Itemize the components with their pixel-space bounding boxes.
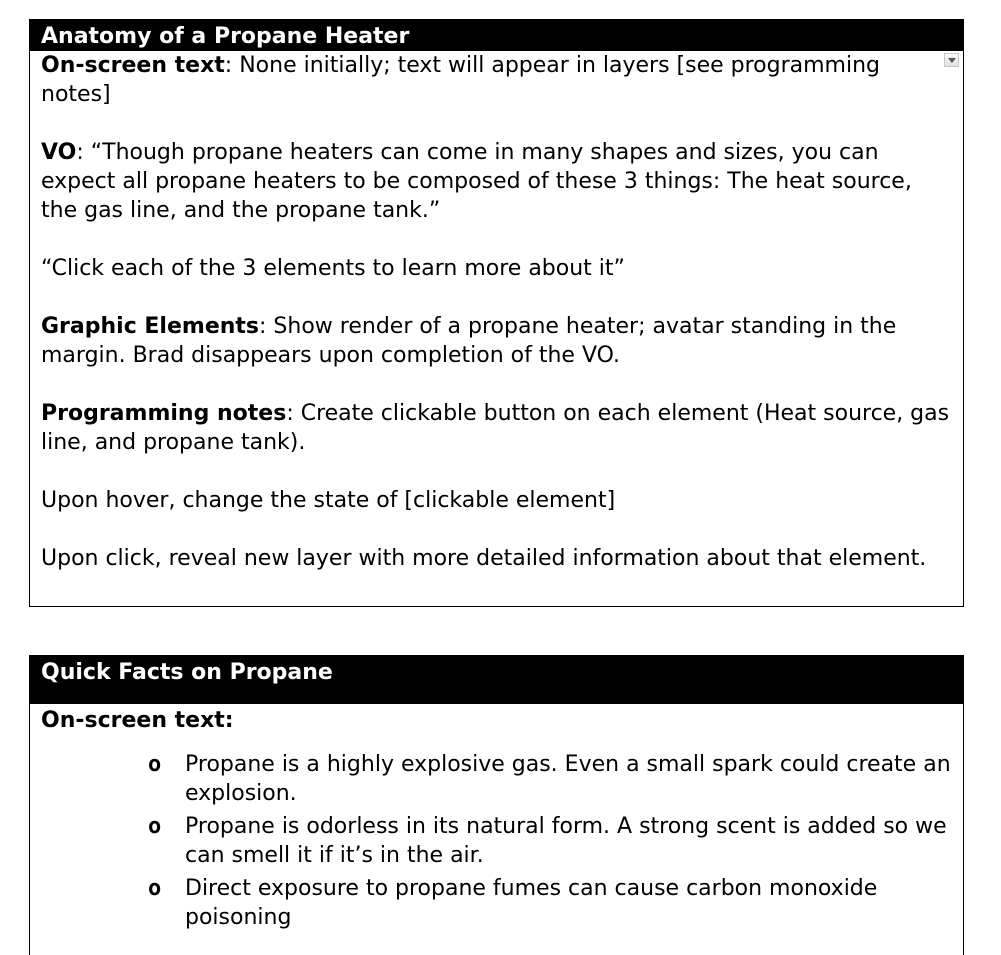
click-note-paragraph: Upon click, reveal new layer with more detailed information about that element. xyxy=(41,546,927,571)
quick-facts-section xyxy=(29,655,964,955)
vo-quote-paragraph: “Click each of the 3 elements to learn more about it” xyxy=(41,256,625,281)
graphic-elements-paragraph xyxy=(41,312,953,370)
fact-text: Direct exposure to propane fumes can cause carbon monoxide poisoning xyxy=(185,876,878,930)
section-title: Quick Facts on Propane xyxy=(30,656,963,704)
onscreen-text-paragraph xyxy=(41,51,953,109)
section-title: Anatomy of a Propane Heater xyxy=(30,20,963,51)
vo-label: VO xyxy=(41,140,77,165)
graphic-elements-label: Graphic Elements xyxy=(41,314,260,339)
bullet-icon: o xyxy=(148,814,162,839)
dropdown-arrow-icon[interactable] xyxy=(944,53,959,67)
bullet-icon: o xyxy=(148,752,162,777)
facts-list xyxy=(41,750,953,932)
section-content xyxy=(30,704,963,932)
graphic-elements-body: : Show render of a propane heater; avatar standing in the margin. Brad disappears upon completion of the VO. xyxy=(41,314,897,368)
onscreen-text-label: On-screen text xyxy=(41,53,225,78)
programming-notes-label: Programming notes xyxy=(41,401,287,426)
programming-notes-paragraph xyxy=(41,399,953,457)
vo-paragraph xyxy=(41,138,953,225)
anatomy-section xyxy=(29,19,964,607)
fact-text: Propane is odorless in its natural form. A strong scent is added so we can smell it if it’s in the air. xyxy=(185,814,947,868)
hover-note-paragraph: Upon hover, change the state of [clickable element] xyxy=(41,488,616,513)
list-item xyxy=(148,750,953,808)
bullet-icon: o xyxy=(148,876,162,901)
onscreen-text-body: : None initially; text will appear in layers [see programming notes] xyxy=(41,53,880,107)
list-item xyxy=(148,874,953,932)
vo-body: : “Though propane heaters can come in many shapes and sizes, you can expect all propane heaters to be composed of these 3 things: The heat source, the gas line, and the propane tank.” xyxy=(41,140,912,223)
fact-text: Propane is a highly explosive gas. Even a small spark could create an explosion. xyxy=(185,752,951,806)
section-content xyxy=(30,51,963,573)
programming-notes-body: : Create clickable button on each element (Heat source, gas line, and propane tank). xyxy=(41,401,950,455)
list-item xyxy=(148,812,953,870)
onscreen-text-label: On-screen text: xyxy=(41,708,234,733)
